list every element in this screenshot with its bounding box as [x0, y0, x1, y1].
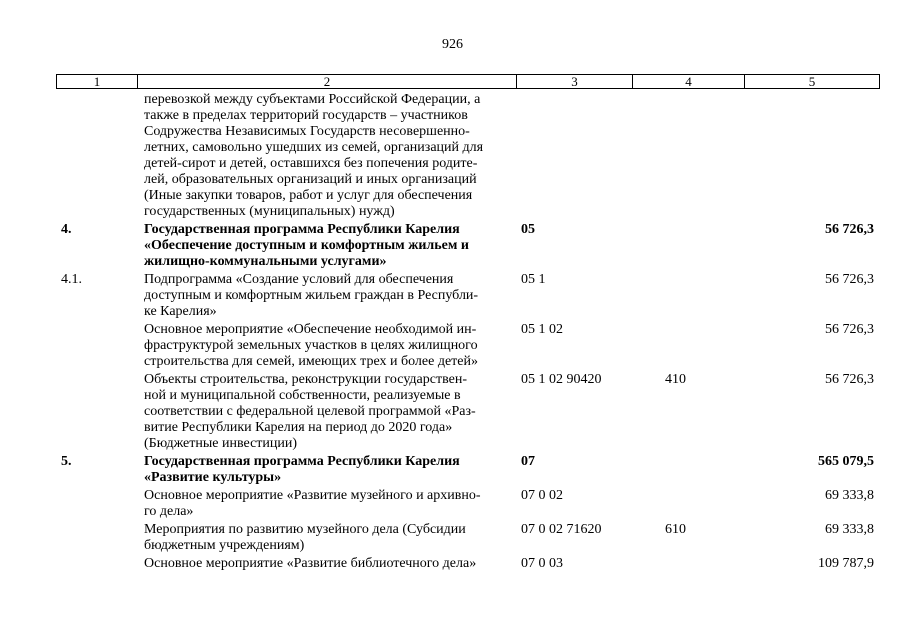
description-line: Государственная программа Республики Карелия — [144, 454, 460, 469]
table-row — [56, 454, 880, 486]
description-line: Объекты строительства, реконструкции государствен- — [144, 372, 467, 387]
description-line: доступным и комфортным жильем граждан в Республи- — [144, 288, 479, 303]
row-description — [141, 454, 518, 486]
row-expense-type — [634, 556, 746, 572]
table-row — [56, 556, 880, 572]
row-code: 07 0 02 — [521, 488, 563, 503]
row-number — [56, 556, 141, 572]
row-expense-type — [634, 488, 746, 520]
row-code: 05 — [521, 222, 535, 237]
description-line: жилищно-коммунальными услугами» — [144, 254, 387, 269]
description-line: летних, самовольно ушедших из семей, организаций для — [144, 140, 484, 155]
row-expense-type: 410 — [665, 372, 686, 387]
row-number — [56, 322, 141, 370]
row-number — [56, 522, 141, 554]
table-body — [56, 92, 880, 574]
row-amount: 56 726,3 — [825, 322, 874, 337]
table-row — [56, 272, 880, 320]
description-line: ной и муниципальной собственности, реализуемые в — [144, 388, 461, 403]
row-amount: 56 726,3 — [825, 372, 874, 387]
column-header-2: 2 — [138, 75, 517, 88]
description-line: детей-сирот и детей, оставшихся без попечения родите- — [144, 156, 478, 171]
description-line: «Обеспечение доступным и комфортным жильем и — [144, 238, 469, 253]
row-code: 07 — [521, 454, 535, 469]
row-number: 5. — [61, 454, 72, 469]
description-line: строительства для семей, имеющих трех и более детей» — [144, 354, 479, 369]
table-row — [56, 92, 880, 220]
description-line: витие Республики Карелия на период до 2020 года» — [144, 420, 453, 435]
description-line: (Иные закупки товаров, работ и услуг для обеспечения — [144, 188, 473, 203]
row-expense-type — [634, 454, 746, 486]
row-amount: 56 726,3 — [825, 272, 874, 287]
row-number — [56, 488, 141, 520]
description-line: Основное мероприятие «Развитие библиотечного дела» — [144, 556, 477, 571]
description-line: Основное мероприятие «Развитие музейного и архивно- — [144, 488, 481, 503]
description-line: Подпрограмма «Создание условий для обеспечения — [144, 272, 454, 287]
row-code: 05 1 02 — [521, 322, 563, 337]
row-number: 4. — [61, 222, 72, 237]
row-amount — [746, 92, 880, 220]
row-code: 07 0 02 71620 — [521, 522, 602, 537]
table-row — [56, 322, 880, 370]
description-line: Содружества Независимых Государств несовершенно- — [144, 124, 470, 139]
description-line: соответствии с федеральной целевой программой «Раз- — [144, 404, 476, 419]
page-number: 926 — [442, 37, 463, 52]
column-header-4: 4 — [633, 75, 745, 88]
row-number — [56, 92, 141, 220]
row-number — [56, 372, 141, 452]
row-description — [141, 92, 518, 220]
description-line: «Развитие культуры» — [144, 470, 282, 485]
description-line: перевозкой между субъектами Российской Федерации, а — [144, 92, 481, 107]
row-expense-type — [634, 92, 746, 220]
description-line: ке Карелия» — [144, 304, 217, 319]
row-expense-type: 610 — [665, 522, 686, 537]
column-header-3: 3 — [517, 75, 633, 88]
row-number: 4.1. — [61, 272, 82, 287]
row-description — [141, 222, 518, 270]
column-header-1: 1 — [57, 75, 138, 88]
row-code: 05 1 — [521, 272, 546, 287]
description-line: Мероприятия по развитию музейного дела (Субсидии — [144, 522, 466, 537]
description-line: также в пределах территорий государств – участников — [144, 108, 468, 123]
description-line: бюджетным учреждениям) — [144, 538, 305, 553]
row-description — [141, 272, 518, 320]
row-expense-type — [634, 322, 746, 370]
row-description — [141, 522, 518, 554]
description-line: (Бюджетные инвестиции) — [144, 436, 298, 451]
description-line: Основное мероприятие «Обеспечение необходимой ин- — [144, 322, 477, 337]
description-line: Государственная программа Республики Карелия — [144, 222, 460, 237]
row-amount: 69 333,8 — [825, 488, 874, 503]
row-description — [141, 322, 518, 370]
row-amount: 56 726,3 — [825, 222, 874, 237]
table-header — [56, 74, 880, 89]
row-code — [518, 92, 634, 220]
row-description — [141, 488, 518, 520]
description-line: государственных (муниципальных) нужд) — [144, 204, 395, 219]
row-description — [141, 372, 518, 452]
column-header-5: 5 — [808, 74, 816, 89]
row-description — [141, 556, 518, 572]
row-expense-type — [634, 222, 746, 270]
table-row — [56, 372, 880, 452]
table-row — [56, 488, 880, 520]
description-line: лей, образовательных организаций и иных организаций — [144, 172, 477, 187]
row-amount: 69 333,8 — [825, 522, 874, 537]
row-amount: 565 079,5 — [818, 454, 874, 469]
row-expense-type — [634, 272, 746, 320]
table-row — [56, 222, 880, 270]
description-line: го дела» — [144, 504, 194, 519]
description-line: фраструктурой земельных участков в целях жилищного — [144, 338, 478, 353]
table-row — [56, 522, 880, 554]
row-code: 05 1 02 90420 — [521, 372, 602, 387]
row-amount: 109 787,9 — [818, 556, 874, 571]
row-code: 07 0 03 — [521, 556, 563, 571]
